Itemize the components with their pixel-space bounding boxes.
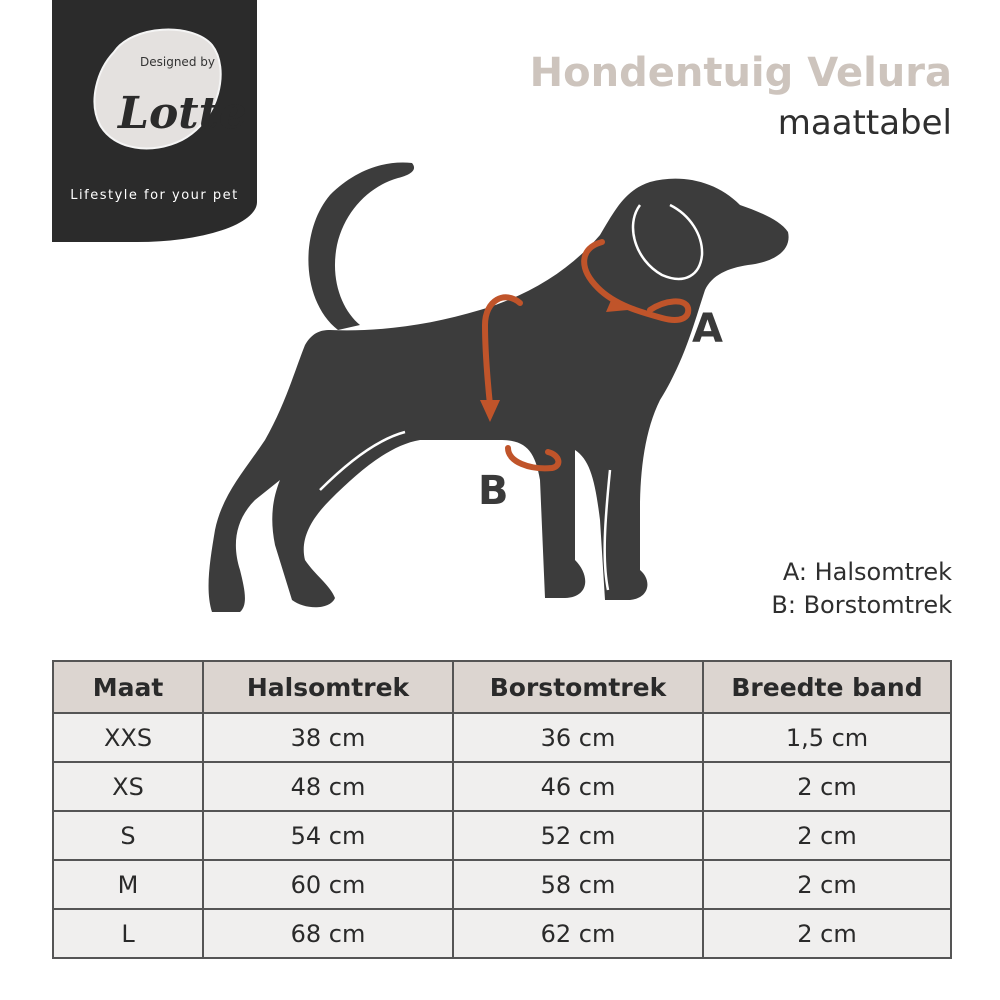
measure-label-a: A [692,306,723,352]
cell-band-width: 2 cm [703,762,951,811]
measure-legend [771,556,952,622]
cell-neck: 60 cm [203,860,453,909]
cell-size: XS [53,762,203,811]
table-row [53,713,951,762]
cell-size: M [53,860,203,909]
cell-band-width: 2 cm [703,811,951,860]
measure-label-b: B [478,468,509,514]
table-row [53,909,951,958]
cell-chest: 52 cm [453,811,703,860]
header-breedte-band: Breedte band [703,661,951,713]
cell-band-width: 1,5 cm [703,713,951,762]
brand-name: Lotte [118,88,247,139]
cell-neck: 68 cm [203,909,453,958]
size-table [52,660,952,959]
legend-item-b: B: Borstomtrek [771,591,952,619]
cell-size: S [53,811,203,860]
header-maat: Maat [53,661,203,713]
table-row [53,860,951,909]
header-borstomtrek: Borstomtrek [453,661,703,713]
header-halsomtrek: Halsomtrek [203,661,453,713]
dog-silhouette-icon [209,162,789,612]
legend-item-a: A: Halsomtrek [782,558,952,586]
cell-neck: 38 cm [203,713,453,762]
page-title: Hondentuig Velura [529,50,952,96]
cell-neck: 54 cm [203,811,453,860]
cell-chest: 62 cm [453,909,703,958]
cell-chest: 36 cm [453,713,703,762]
cell-chest: 58 cm [453,860,703,909]
designed-by-text: Designed by [140,55,215,69]
table-row [53,811,951,860]
page-subtitle: maattabel [777,103,952,143]
cell-band-width: 2 cm [703,860,951,909]
cell-chest: 46 cm [453,762,703,811]
cell-neck: 48 cm [203,762,453,811]
table-row [53,762,951,811]
cell-size: XXS [53,713,203,762]
brand-tagline: Lifestyle for your pet [70,188,239,203]
cell-band-width: 2 cm [703,909,951,958]
cell-size: L [53,909,203,958]
table-header-row [53,661,951,713]
